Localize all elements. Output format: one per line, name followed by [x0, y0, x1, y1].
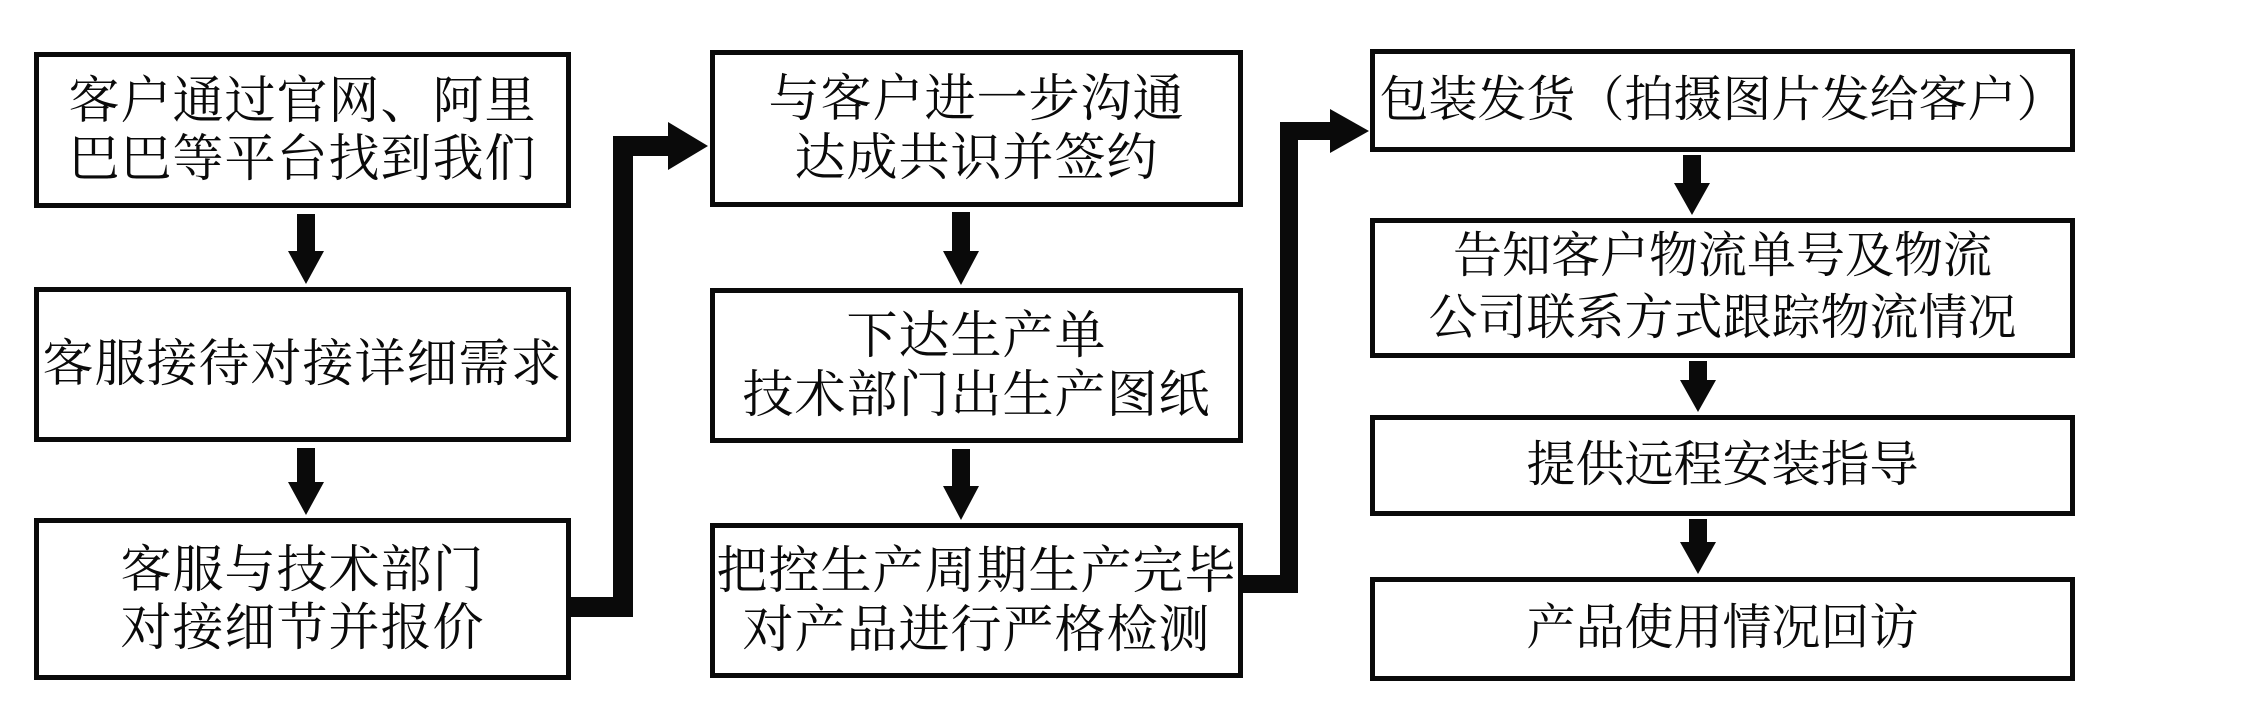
step-text-line: 客户通过官网、阿里 — [68, 71, 537, 129]
arrow-down-icon — [943, 212, 979, 285]
step-text-line: 产品使用情况回访 — [1526, 601, 1919, 656]
step-text-line: 对产品进行严格检测 — [742, 600, 1211, 658]
step-text-line: 公司联系方式跟踪物流情况 — [1428, 291, 2017, 345]
step-text-line: 客服接待对接详细需求 — [42, 335, 563, 393]
step-text-line: 把控生产周期生产完毕 — [716, 542, 1237, 600]
step-find-us-via-platforms — [34, 52, 571, 208]
step-service-tech-details-quote — [34, 518, 571, 680]
step-further-communication-sign-contract — [710, 50, 1243, 207]
step-text-line: 客服与技术部门 — [120, 540, 485, 598]
step-text-line: 达成共识并签约 — [794, 128, 1159, 186]
step-service-receives-requirements — [34, 287, 571, 442]
step-text-line: 告知客户物流单号及物流 — [1452, 229, 1992, 284]
step-remote-install-guidance — [1370, 415, 2075, 516]
arrow-down-icon — [288, 448, 324, 515]
arrow-down-icon — [943, 449, 979, 520]
step-text-line: 下达生产单 — [846, 307, 1107, 365]
arrow-down-icon — [1674, 155, 1710, 215]
step-usage-follow-up-visit — [1370, 577, 2075, 681]
step-text-line: 包装发货（拍摄图片发给客户） — [1379, 72, 2066, 127]
arrow-down-icon — [288, 214, 324, 284]
arrow-down-icon — [1680, 519, 1716, 574]
elbow-connector-icon — [571, 122, 708, 607]
step-text-line: 对接细节并报价 — [120, 599, 485, 656]
step-text-line: 技术部门出生产图纸 — [742, 365, 1211, 423]
step-text-line: 与客户进一步沟通 — [768, 70, 1185, 128]
arrow-down-icon — [1680, 361, 1716, 412]
step-text-line: 巴巴等平台找到我们 — [68, 130, 537, 187]
elbow-connector-icon — [1243, 109, 1369, 584]
step-production-cycle-strict-inspection — [710, 523, 1243, 678]
step-logistics-tracking-info — [1370, 218, 2075, 358]
step-packing-shipping-photos — [1370, 49, 2075, 152]
step-production-order-drawings — [710, 288, 1243, 443]
step-text-line: 提供远程安装指导 — [1526, 437, 1919, 492]
